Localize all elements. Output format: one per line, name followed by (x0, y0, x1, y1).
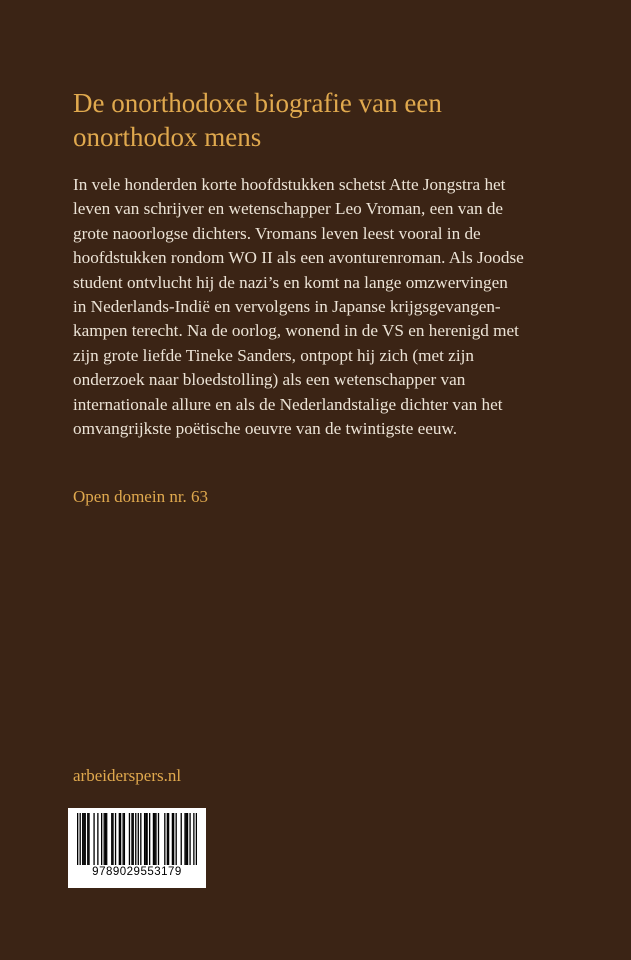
barcode-bar (154, 813, 155, 865)
barcode-bar (140, 813, 141, 865)
barcode-bar (77, 813, 78, 865)
barcode-bar (167, 813, 168, 865)
barcode-bar (88, 813, 89, 865)
barcode-bar (164, 813, 165, 865)
barcode-bar (93, 813, 94, 865)
barcode-bar (196, 813, 197, 865)
barcode-bar (80, 813, 81, 865)
barcode-bar (82, 813, 83, 865)
barcode-bar (186, 813, 187, 865)
description-line: grote naoorlogse dichters. Vromans leven leest vooral in de (73, 223, 481, 243)
book-title-line-1: De onorthodoxe biografie van een (73, 88, 442, 118)
barcode-bar (115, 813, 116, 865)
barcode-bar (122, 813, 123, 865)
barcode-bar (189, 813, 190, 865)
barcode-bar (153, 813, 154, 865)
description-line: onderzoek naar bloedstolling) als een wetenschapper van (73, 370, 466, 390)
barcode-bar (106, 813, 107, 865)
barcode-bar (85, 813, 86, 865)
series-label: Open domein nr. 63 (73, 487, 209, 506)
description-line: student ontvlucht hij de nazi’s en komt na lange omzwervingen (73, 272, 508, 292)
isbn-number: 9789029553179 (92, 866, 182, 878)
book-title (73, 86, 613, 154)
barcode-bar (120, 813, 121, 865)
barcode-bar (124, 813, 125, 865)
barcode-bar (184, 813, 185, 865)
barcode-bar (101, 813, 102, 865)
description-line: kampen terecht. Na de oorlog, wonend in de VS en herenigd met (73, 321, 519, 341)
barcode-bar (119, 813, 120, 865)
description-line: omvangrijkste poëtische oeuvre van de twintigste eeuw. (73, 419, 458, 439)
barcode-bar (112, 813, 113, 865)
description-line: leven van schrijver en wetenschapper Leo Vroman, een van de (73, 199, 504, 219)
barcode-bar (158, 813, 159, 865)
barcode-bar (131, 813, 132, 865)
barcode-bar (83, 813, 84, 865)
description-line: hoofdstukken rondom WO II als een avonturenroman. Als Joodse (73, 248, 524, 268)
barcode-bar (168, 813, 169, 865)
barcode-bar (144, 813, 145, 865)
description-line: in Nederlands-Indië en vervolgens in Japanse krijgsgevangen- (73, 297, 501, 317)
barcode-bar (105, 813, 106, 865)
barcode-bar (173, 813, 174, 865)
barcode-bar (97, 813, 98, 865)
barcode-bar (146, 813, 147, 865)
book-title-line-2: onorthodox mens (73, 122, 262, 152)
barcode-bar (104, 813, 105, 865)
barcode-bar (149, 813, 150, 865)
barcode-bar (176, 813, 177, 865)
barcode-bar (193, 813, 194, 865)
barcode-bar (138, 813, 139, 865)
barcode-bar (111, 813, 112, 865)
publisher-url[interactable]: arbeiderspers.nl (73, 766, 182, 785)
barcode-bar (181, 813, 182, 865)
description-line: In vele honderden korte hoofdstukken schetst Atte Jongstra het (73, 175, 506, 194)
barcode-bar (133, 813, 134, 865)
barcode-bars (77, 813, 197, 865)
barcode-bar (172, 813, 173, 865)
book-description (73, 173, 613, 441)
barcode-bar (87, 813, 88, 865)
isbn-barcode (68, 808, 206, 888)
description-line: internationale allure en als de Nederlandstalige dichter van het (73, 394, 503, 414)
description-line: zijn grote liefde Tineke Sanders, ontpopt hij zich (met zijn (73, 345, 474, 365)
barcode-bar (129, 813, 130, 865)
barcode-bar (187, 813, 188, 865)
barcode-bar (155, 813, 156, 865)
barcode-bar (145, 813, 146, 865)
barcode-bar (135, 813, 136, 865)
